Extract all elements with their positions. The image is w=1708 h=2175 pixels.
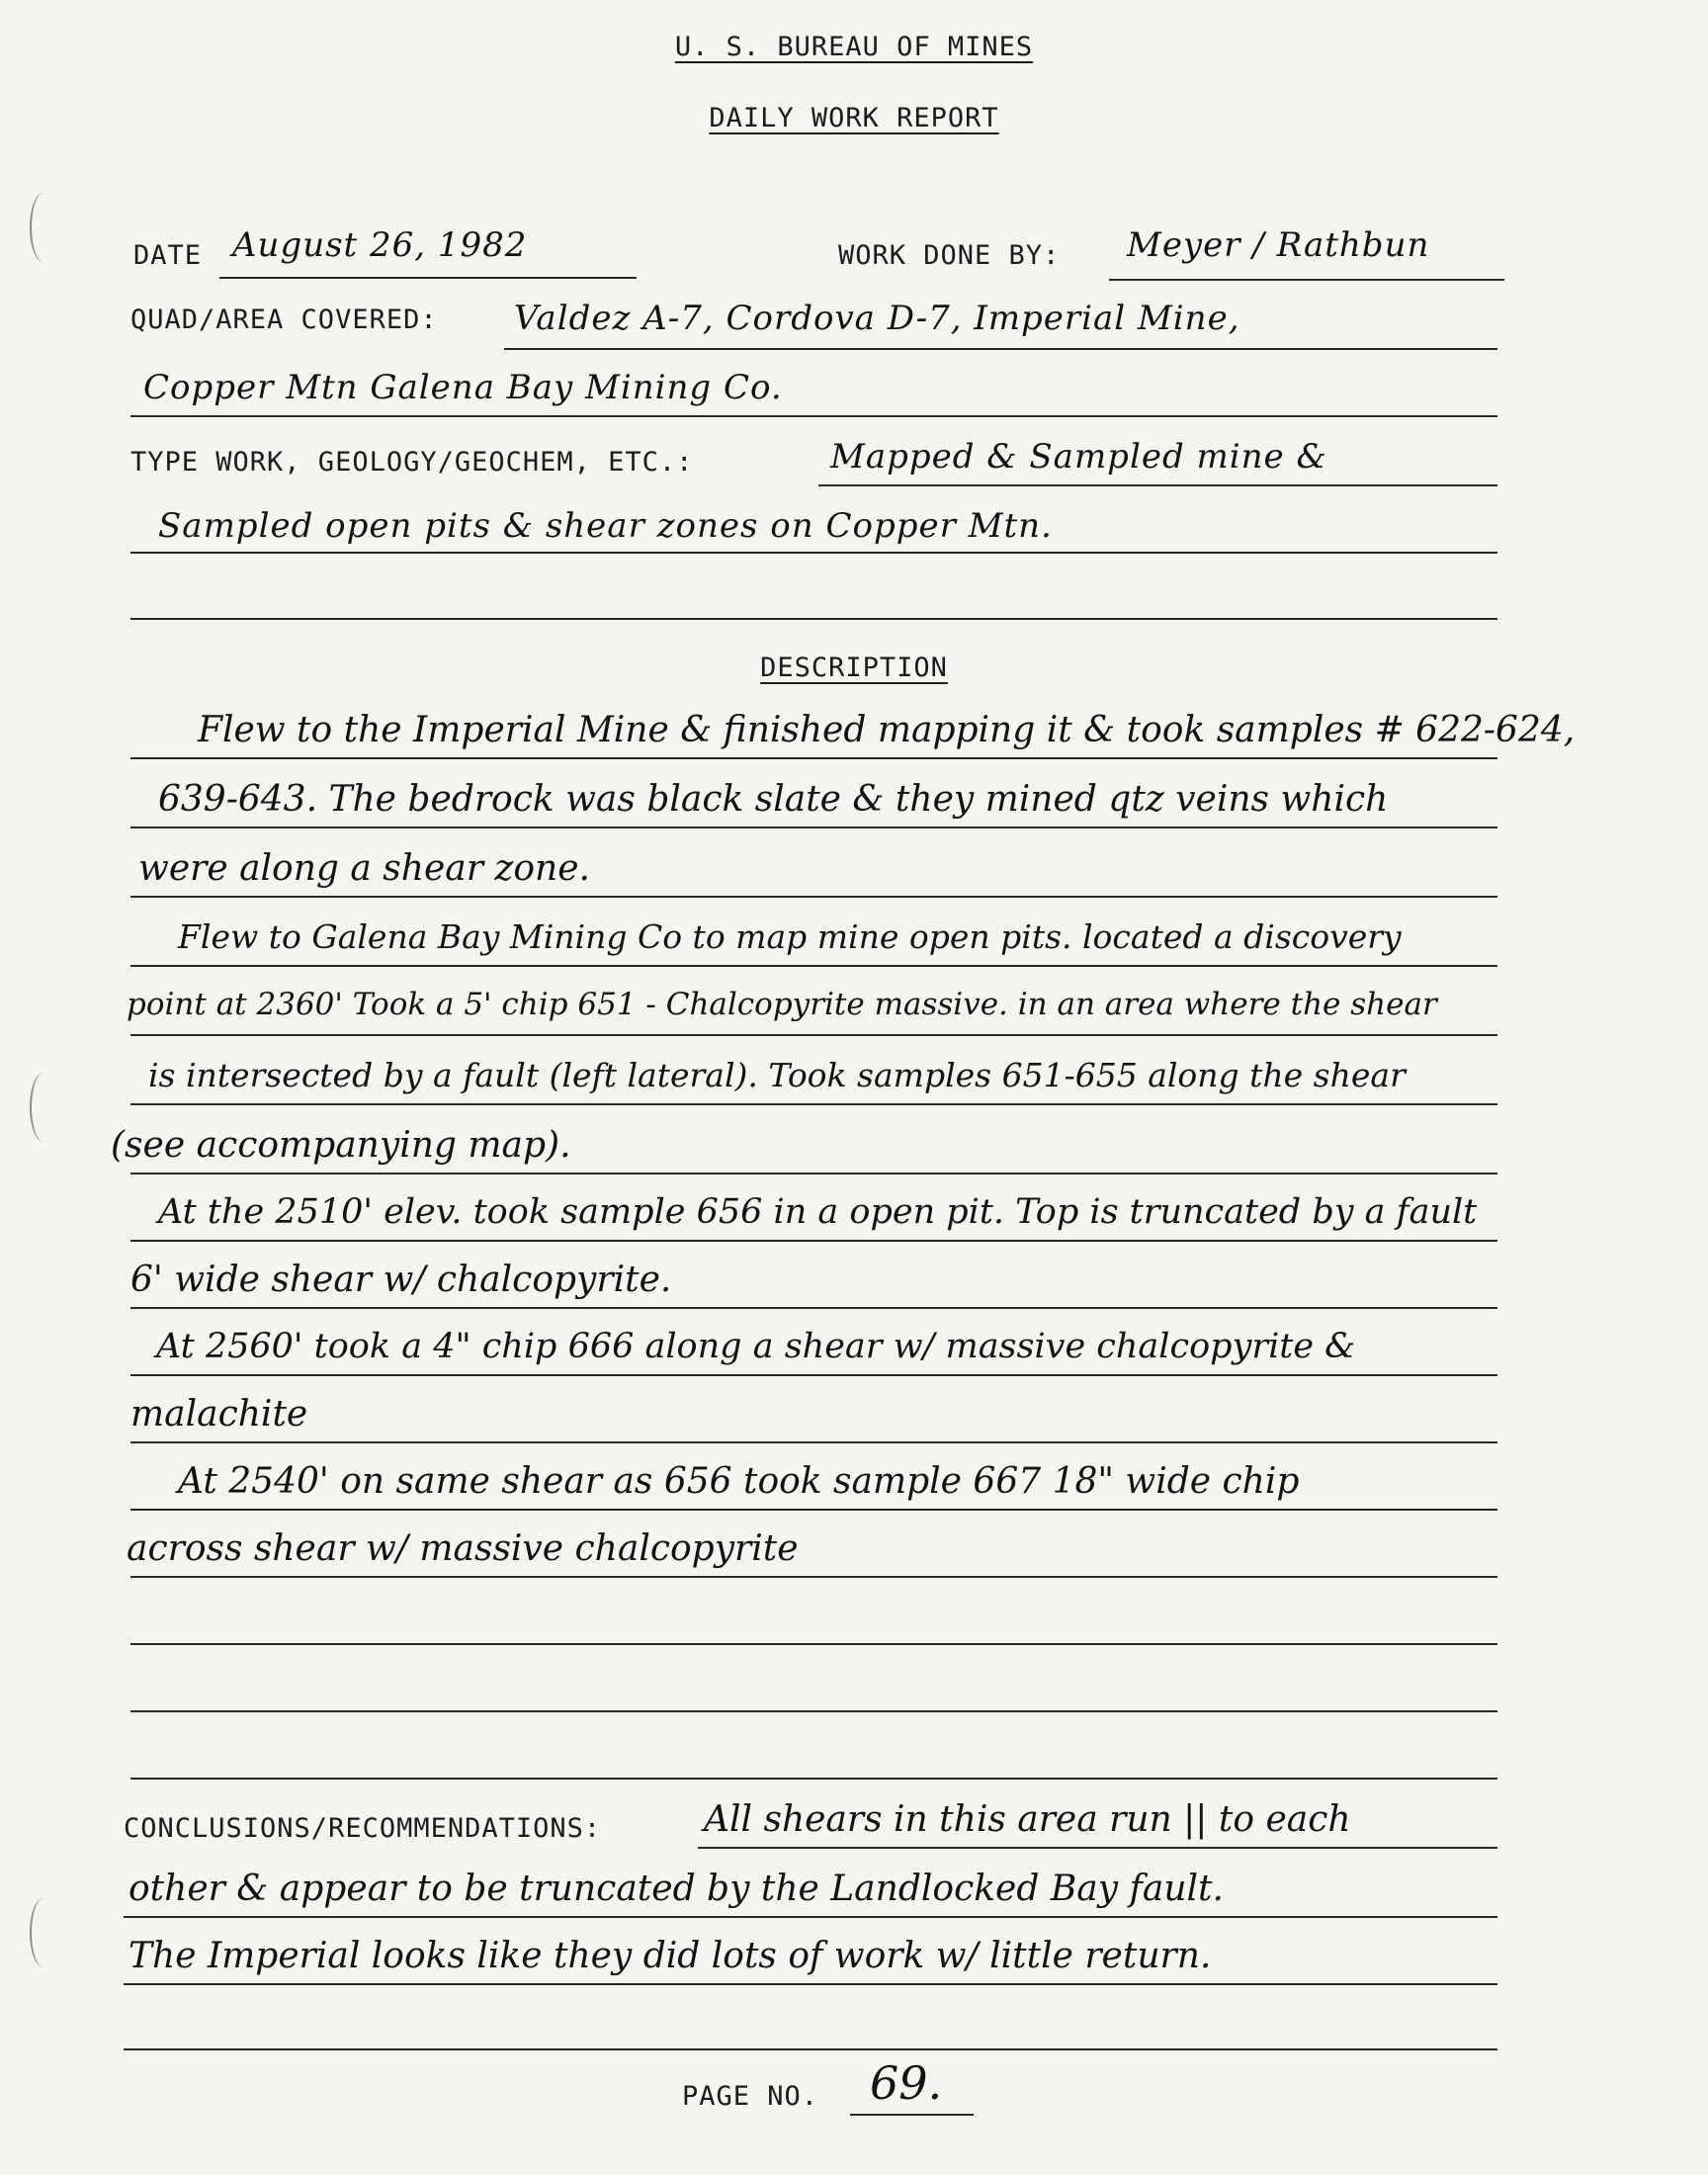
description-text-line: across shear w/ massive chalcopyrite [127,1528,799,1569]
type-work-line-2 [130,552,1497,554]
conclusions-text-line: The Imperial looks like they did lots of work w/ little return. [128,1936,1212,1976]
punch-hole-mark-top [30,193,57,262]
description-text-line: Flew to Galena Bay Mining Co to map mine open pits. located a discovery [178,917,1402,956]
punch-hole-mark-bottom [30,1898,57,1967]
description-text-line: point at 2360' Took a 5' chip 651 - Chalcopyrite massive. in an area where the shear [127,987,1437,1022]
description-text-line: At 2560' took a 4" chip 666 along a shear w/ massive chalcopyrite & [156,1327,1356,1366]
report-title: DAILY WORK REPORT [709,103,999,133]
description-text-line: were along a shear zone. [138,848,590,889]
description-line [130,1103,1497,1105]
type-work-value-2: Sampled open pits & shear zones on Copper Mtn. [158,506,1053,546]
page-number-label: PAGE NO. [682,2081,819,2112]
type-work-label: TYPE WORK, GEOLOGY/GEOCHEM, ETC.: [130,447,694,478]
description-text-line: is intersected by a fault (left lateral). Took samples 651-655 along the shear [148,1056,1406,1094]
conclusions-label: CONCLUSIONS/RECOMMENDATIONS: [124,1813,602,1844]
description-line [130,1509,1497,1511]
description-text-line: At 2540' on same shear as 656 took sample 667 18" wide chip [178,1461,1300,1502]
type-work-value-1: Mapped & Sampled mine & [830,437,1327,477]
description-text-line: malachite [130,1394,308,1435]
conclusions-line-2 [124,1916,1497,1918]
description-line [130,1173,1497,1174]
quad-area-line-1 [504,348,1497,350]
description-line [130,826,1497,828]
agency-title: U. S. BUREAU OF MINES [674,32,1034,62]
date-label: DATE [133,240,203,271]
date-line [219,277,637,279]
description-text-line: (see accompanying map). [111,1125,571,1166]
conclusions-line-3 [124,1983,1497,1985]
page-number-value: 69. [870,2056,943,2110]
description-line [130,757,1497,759]
description-text-line: 639-643. The bedrock was black slate & they mined qtz veins which [158,779,1389,820]
quad-area-value-1: Valdez A-7, Cordova D-7, Imperial Mine, [514,299,1240,338]
work-done-by-value: Meyer / Rathbun [1127,225,1430,265]
work-done-by-line [1109,279,1504,281]
description-line [130,1307,1497,1309]
punch-hole-mark-middle [30,1073,57,1142]
description-line [130,896,1497,898]
conclusions-text-line: All shears in this area run || to each [704,1799,1351,1840]
description-line [130,1034,1497,1036]
type-work-line-1 [818,484,1497,486]
conclusions-line-1 [698,1847,1497,1849]
type-work-line-3 [130,618,1497,620]
description-line-blank [130,1710,1497,1712]
page-number-line [850,2114,974,2116]
conclusions-text-line: other & appear to be truncated by the Landlocked Bay fault. [128,1869,1224,1909]
quad-area-label: QUAD/AREA COVERED: [130,304,438,335]
description-text-line: At the 2510' elev. took sample 656 in a open pit. Top is truncated by a fault [158,1192,1478,1232]
work-done-by-label: WORK DONE BY: [838,240,1061,271]
description-line-blank [130,1778,1497,1780]
conclusions-line-4 [124,2048,1497,2050]
description-line [130,1374,1497,1376]
description-line-blank [130,1643,1497,1645]
date-value: August 26, 1982 [232,225,528,265]
description-line [130,1441,1497,1443]
description-line [130,1576,1497,1578]
quad-area-value-2: Copper Mtn Galena Bay Mining Co. [143,368,783,407]
description-text-line: 6' wide shear w/ chalcopyrite. [130,1260,672,1300]
description-line [130,965,1497,967]
quad-area-line-2 [130,415,1497,417]
description-heading: DESCRIPTION [760,652,948,683]
description-line [130,1240,1497,1242]
description-text-line: Flew to the Imperial Mine & finished mapping it & took samples # 622-624, [198,710,1576,750]
